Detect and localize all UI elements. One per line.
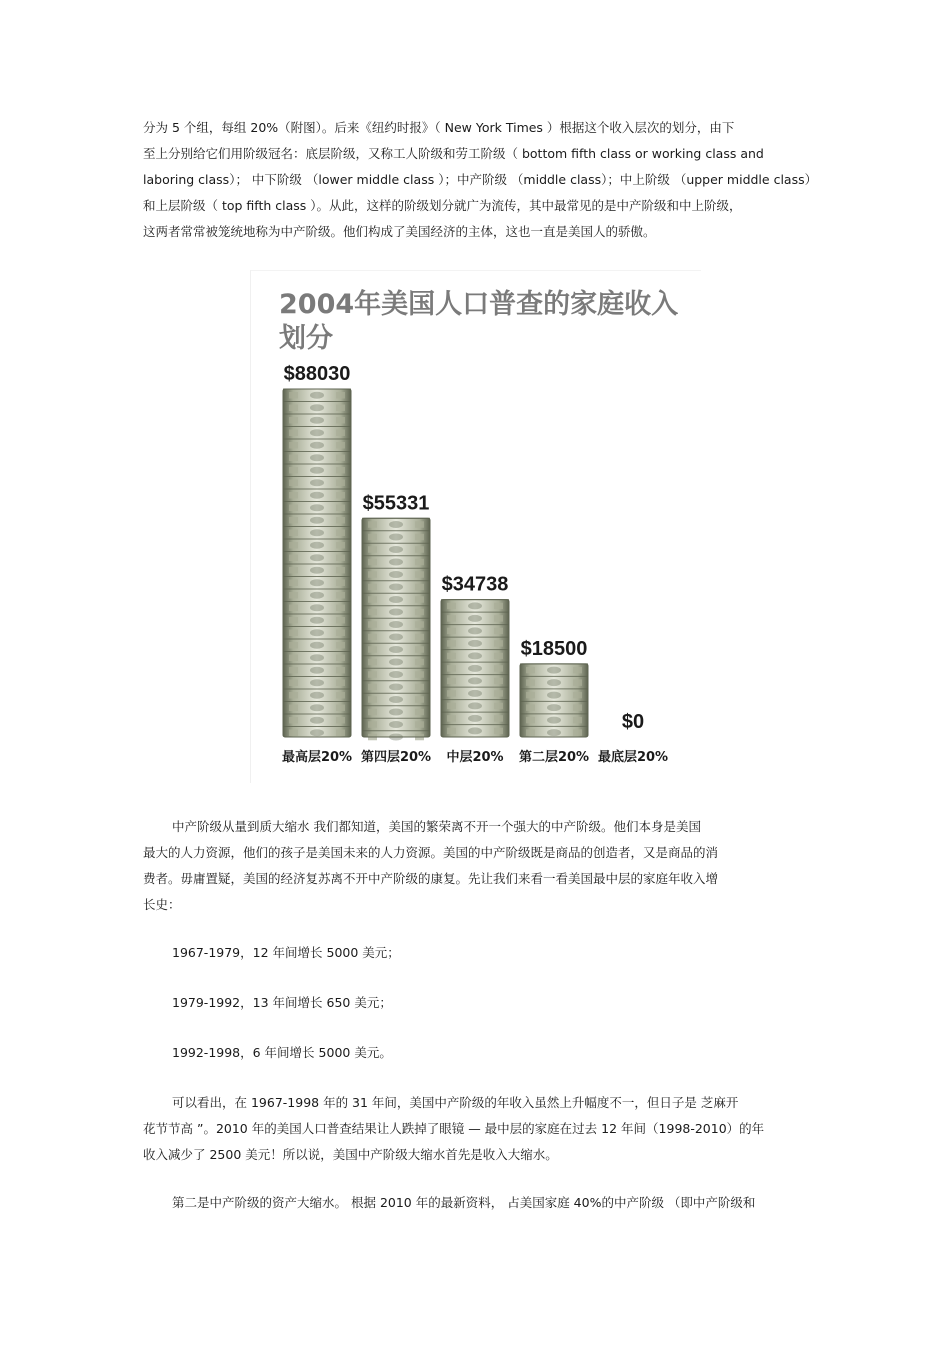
text-line: 1992-1998，6 年间增长 5000 美元。 (172, 1045, 392, 1060)
text-line: 分为 5 个组，每组 20%（附图）。后来《纽约时报》（ New York Times ）根据这个收入层次的划分，由下 (143, 120, 735, 135)
bar-money-stack (520, 664, 588, 737)
text-line: 中产阶级从量到质大缩水 我们都知道，美国的繁荣离不开一个强大的中产阶级。他们本身是美国 (172, 819, 701, 834)
category-label: 最底层20% (597, 750, 669, 765)
text-line: 1967-1979，12 年间增长 5000 美元； (172, 945, 400, 960)
growth-line-1 (143, 940, 813, 966)
chart-title-line2: 划分 (279, 323, 333, 354)
text-line: 最大的人力资源，他们的孩子是美国未来的人力资源。美国的中产阶级既是商品的创造者，又是商品的消 (143, 845, 719, 860)
bar-value-label: $88030 (283, 363, 351, 385)
intro-paragraph (143, 115, 818, 245)
text-line: 费者。毋庸置疑，美国的经济复苏离不开中产阶级的康复。先让我们来看一看美国最中层的家庭年收入增 (143, 871, 719, 886)
text-line: 可以看出，在 1967-1998 年的 31 年间，美国中产阶级的年收入虽然上升幅度不一，但日子是 芝麻开 (172, 1095, 739, 1110)
text-line: 1979-1992，13 年间增长 650 美元； (172, 995, 392, 1010)
income-bar-chart (251, 271, 701, 783)
growth-line-2 (143, 990, 813, 1016)
middle-class-paragraph (143, 814, 813, 918)
bar-value-label: $34738 (441, 573, 509, 596)
text-line: 第二是中产阶级的资产大缩水。 根据 2010 年的最新资料， 占美国家庭 40%的中产阶级 （即中产阶级和 (172, 1195, 756, 1210)
growth-line-3 (143, 1040, 813, 1066)
text-line: 长史： (143, 897, 181, 912)
income-chart-figure (250, 270, 701, 783)
assets-paragraph (143, 1190, 813, 1216)
bar-money-stack (362, 518, 430, 740)
text-line: 和上层阶级（ top fifth class ）。从此，这样的阶级划分就广为流传，其中最常见的是中产阶级和中上阶级， (143, 198, 742, 213)
category-label: 第四层20% (360, 750, 432, 765)
bar-money-stack (441, 600, 509, 737)
bar-value-label: $55331 (362, 492, 430, 515)
category-label: 第二层20% (518, 750, 590, 765)
text-line: 至上分别给它们用阶级冠名：底层阶级，又称工人阶级和劳工阶级（ bottom fifth class or working class and (143, 146, 764, 161)
text-line: laboring class）； 中下阶级 （lower middle class ）；中产阶级 （middle class）；中上阶级 （upper middle class） (143, 172, 818, 187)
text-line: 收入减少了 2500 美元！所以说，美国中产阶级大缩水首先是收入大缩水。 (143, 1147, 558, 1162)
bar-value-label: $0 (621, 711, 645, 733)
text-line: 这两者常常被笼统地称为中产阶级。他们构成了美国经济的主体，这也一直是美国人的骄傲。 (143, 224, 656, 239)
bar-money-stack (283, 389, 351, 737)
bar-value-label: $18500 (520, 637, 588, 660)
chart-title-line1: 2004年美国人口普查的家庭收入 (279, 289, 679, 320)
text-line: 花节节高 ”。2010 年的美国人口普查结果让人跌掉了眼镜 — 最中层的家庭在过去 12 年间（1998-2010）的年 (143, 1121, 765, 1136)
category-label: 最高层20% (281, 750, 353, 765)
shrink-paragraph (143, 1090, 813, 1168)
category-label: 中层20% (446, 750, 504, 765)
